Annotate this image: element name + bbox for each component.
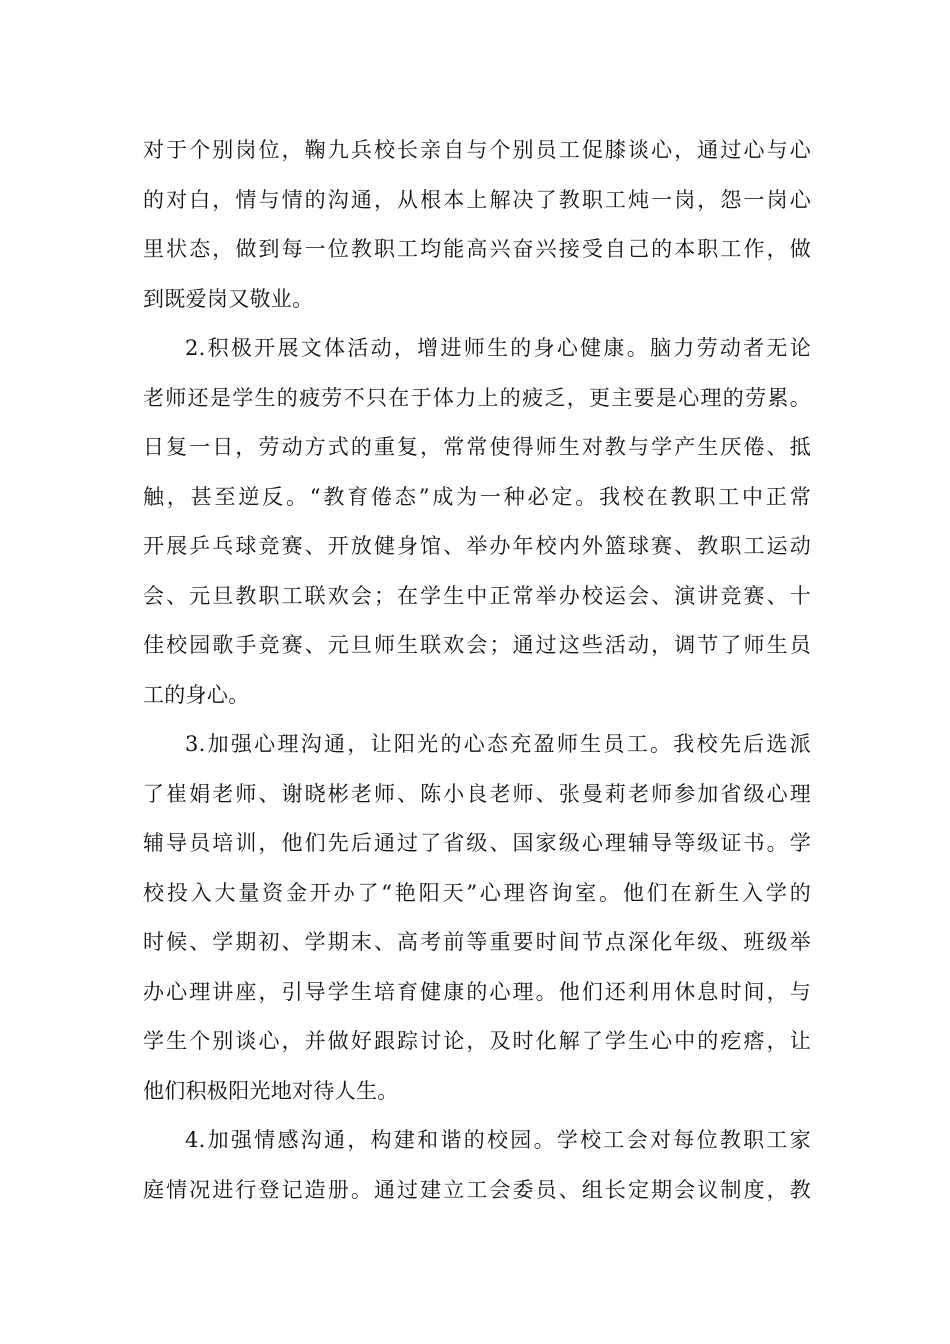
paragraph-line: 学生个别谈心，并做好跟踪讨论，及时化解了学生心中的疙瘩，让	[143, 1029, 811, 1053]
paragraph-line: 工的身心。	[143, 682, 250, 707]
paragraph-line: 触，甚至逆反。“教育倦态”成为一种必定。我校在教职工中正常	[143, 484, 811, 509]
paragraph-line: 开展乒乓球竞赛、开放健身馆、举办年校内外篮球赛、教职工运动	[143, 534, 811, 558]
paragraph-line: 校投入大量资金开办了“艳阳天”心理咨询室。他们在新生入学的	[143, 880, 811, 905]
paragraph-line: 到既爱岗又敬业。	[143, 286, 314, 311]
paragraph-line: 会、元旦教职工联欢会；在学生中正常举办校运会、演讲竞赛、十	[143, 583, 811, 608]
paragraph-line: 庭情况进行登记造册。通过建立工会委员、组长定期会议制度，教	[143, 1177, 811, 1202]
document-body	[143, 126, 811, 1215]
paragraph-line: 对于个别岗位，鞠九兵校长亲自与个别员工促膝谈心，通过心与心	[143, 138, 811, 162]
paragraph-line: 佳校园歌手竞赛、元旦师生联欢会；通过这些活动，调节了师生员	[143, 633, 811, 657]
paragraph-first-line: 2.积极开展文体活动，增进师生的身心健康。脑力劳动者无论	[185, 336, 811, 360]
paragraph-line: 办心理讲座，引导学生培育健康的心理。他们还利用休息时间，与	[143, 979, 811, 1004]
paragraph-line: 时候、学期初、学期末、高考前等重要时间节点深化年级、班级举	[143, 930, 811, 954]
paragraph-first-line: 3.加强心理沟通，让阳光的心态充盈师生员工。我校先后选派	[185, 732, 811, 756]
paragraph-line: 日复一日，劳动方式的重复，常常使得师生对教与学产生厌倦、抵	[143, 435, 811, 459]
paragraph-first-line: 4.加强情感沟通，构建和谐的校园。学校工会对每位教职工家	[185, 1128, 811, 1152]
paragraph-line: 辅导员培训，他们先后通过了省级、国家级心理辅导等级证书。学	[143, 831, 811, 855]
paragraph-line: 老师还是学生的疲劳不只在于体力上的疲乏，更主要是心理的劳累。	[143, 385, 811, 410]
paragraph-line: 里状态，做到每一位教职工均能高兴奋兴接受自己的本职工作，做	[143, 237, 811, 261]
paragraph-line: 他们积极阳光地对待人生。	[143, 1078, 399, 1103]
paragraph-line: 了崔娟老师、谢晓彬老师、陈小良老师、张曼莉老师参加省级心理	[143, 781, 811, 806]
paragraph-line: 的对白，情与情的沟通，从根本上解决了教职工炖一岗，怨一岗心	[143, 187, 811, 212]
